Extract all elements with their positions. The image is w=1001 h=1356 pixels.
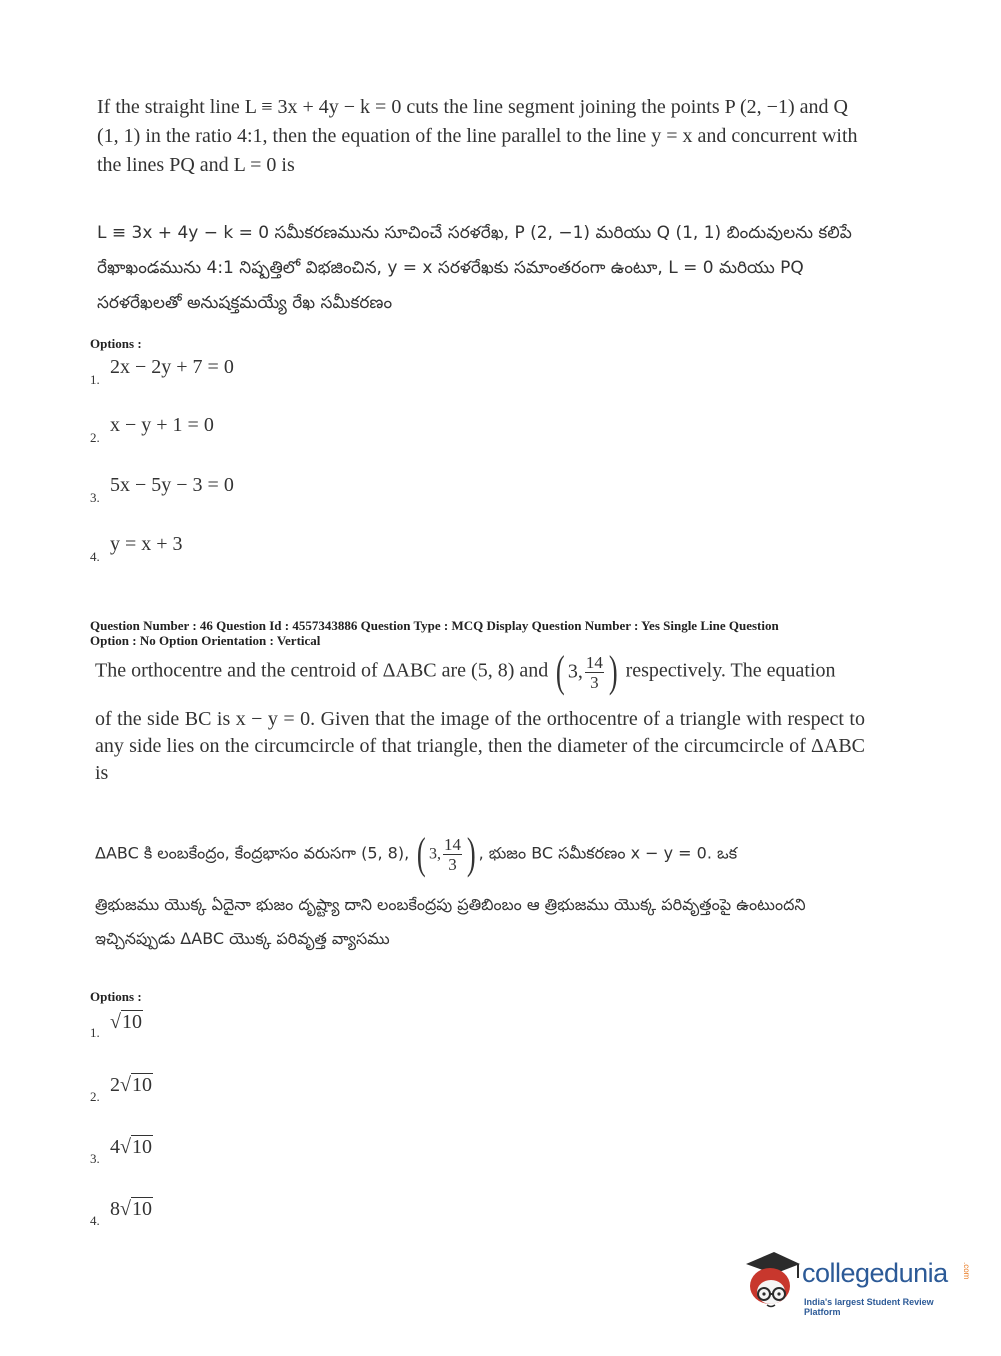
q46-option-2-number: 2. [90,1089,100,1104]
question-46-english [95,647,865,787]
q46-option-2-coef: 2 [110,1074,120,1096]
q46-english-part1: The orthocentre and the centroid of ΔABC are (5, 8) and [95,659,549,682]
q45-option-4-number: 4. [90,549,100,564]
fraction-numerator: 14 [585,652,603,672]
meta-line-2: Option : No Option Orientation : Vertical [90,633,321,648]
q46-option-3[interactable]: 4√10 [110,1136,152,1158]
meta-line-1: Question Number : 46 Question Id : 4557343886 Question Type : MCQ Display Question Number : Yes Single Line Question [90,618,779,633]
question-45-english: If the straight line L ≡ 3x + 4y − k = 0 cuts the line segment joining the points P (2, −1) and Q (1, 1) in the ratio 4:1, then the equation of the line parallel to the line y = x and concurrent with the lines PQ and L = 0 is [97,96,858,176]
q46-option-3-number: 3. [90,1151,100,1166]
q46-option-1-number: 1. [90,1025,100,1040]
fraction [585,653,604,692]
logo-tagline: India's largest Student Review Platform [804,1297,934,1317]
q45-option-1-number: 1. [90,372,100,387]
q46-english-part2: respectively. The equation [625,659,836,682]
question-45-telugu: L ≡ 3x + 4y − k = 0 సమీకరణమును సూచించే సరళరేఖ, P (2, −1) మరియు Q (1, 1) బిందువులను కలిపే రేఖాఖండమును 4:1 నిష్పత్తిలో విభజించిన, y = x సరళరేఖకు సమాంతరంగా ఉంటూ, L = 0 మరియు PQ సరళరేఖలతో అనుషక్తమయ్యే రేఖ సమీకరణం [97,223,852,313]
q45-options-label: Options : [90,336,142,351]
q45-option-4[interactable]: y = x + 3 [110,533,183,555]
q46-option-4[interactable]: 8√10 [110,1198,152,1220]
q46-telugu-part2: , భుజం BC సమీకరణం x − y = 0. ఒక [478,843,738,863]
right-paren: ) [608,647,618,696]
q45-option-2[interactable]: x − y + 1 = 0 [110,414,214,436]
fraction-2-denominator: 3 [448,854,457,874]
q46-option-1-radicand: 10 [121,1011,142,1033]
question-46-telugu [95,829,865,956]
logo-name: collegedunia [802,1258,948,1288]
q46-option-2-radicand: 10 [131,1074,152,1096]
frac-whole-2: 3, [428,845,441,863]
q46-telugu-part1: ΔABC కి లంబకేంద్రం, కేంద్రభాసం వరుసగా (5, 8), [95,843,410,863]
q45-option-3[interactable]: 5x − 5y − 3 = 0 [110,474,234,496]
q46-option-3-coef: 4 [110,1136,120,1158]
q46-option-4-coef: 8 [110,1198,120,1220]
q46-english-rest: of the side BC is x − y = 0. Given that the image of the orthocentre of a triangle with respect to any side lies on the circumcircle of that triangle, then the diameter of the circumcircle of ΔABC is [95,708,865,784]
collegedunia-logo [742,1248,972,1318]
right-paren-2: ) [466,829,476,878]
q45-option-3-number: 3. [90,490,100,505]
q45-option-1[interactable]: 2x − 2y + 7 = 0 [110,356,234,378]
fraction-2 [443,835,462,874]
q46-option-2[interactable]: 2√10 [110,1074,152,1096]
frac-whole: 3, [567,660,583,683]
q46-telugu-rest: త్రిభుజము యొక్క ఏదైనా భుజం దృష్ట్యా దాని లంబకేంద్రపు ప్రతిబింబం ఆ త్రిభుజము యొక్క పరివృత్తంపై ఉంటుందని ఇచ్చినప్పుడు ΔABC యొక్క పరివృత్త వ్యాసము [95,895,806,948]
left-paren: ( [556,647,565,696]
q46-option-4-number: 4. [90,1213,100,1228]
question-46-meta [90,618,890,648]
q46-option-1[interactable]: √10 [110,1011,142,1033]
left-paren-2: ( [417,829,427,878]
logo-com: .com [962,1262,971,1280]
q46-option-3-radicand: 10 [131,1136,152,1158]
q46-option-4-radicand: 10 [131,1198,152,1220]
q46-options-label: Options : [90,989,142,1004]
mascot-icon [742,1248,804,1314]
fraction-2-numerator: 14 [443,834,461,854]
fraction-denominator: 3 [590,672,599,692]
q45-option-2-number: 2. [90,430,100,445]
